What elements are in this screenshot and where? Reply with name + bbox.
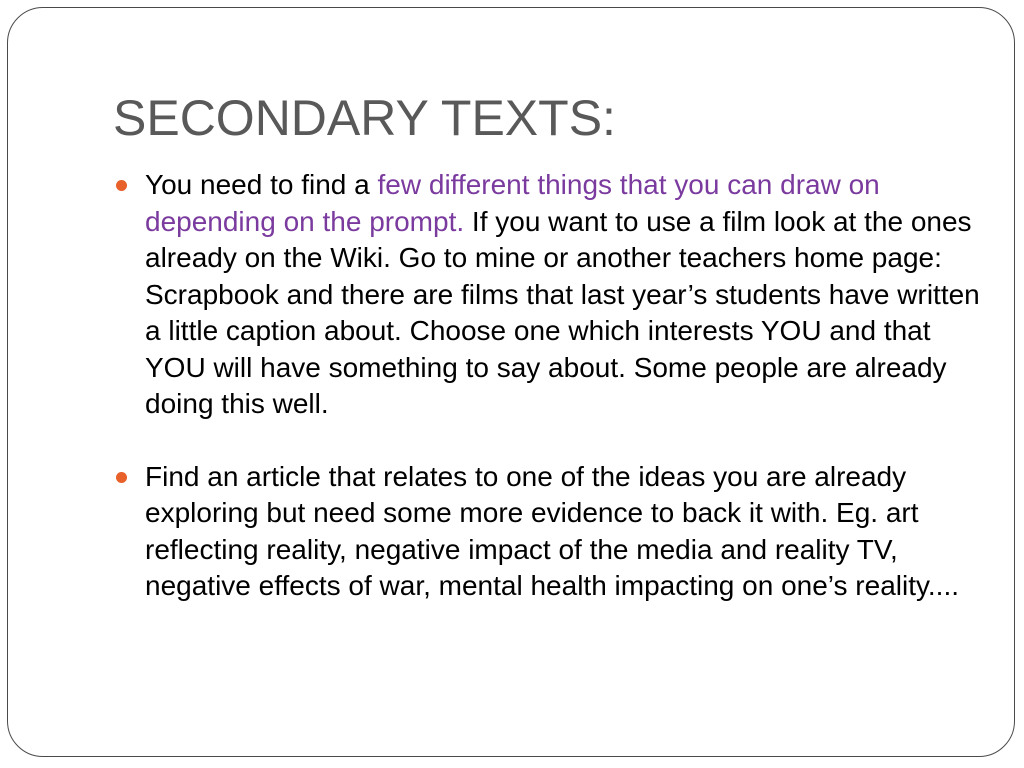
bullet-item-find-article [116, 459, 986, 605]
round-bullet-icon [116, 180, 127, 191]
bullet-text-highlight: few different things that you can draw on depending on the prompt. [145, 169, 880, 237]
slide-title: SECONDARY TEXTS: [113, 90, 616, 146]
round-bullet-icon [116, 472, 127, 483]
bullet-list [116, 167, 986, 605]
bullet-text-rest: If you want to use a film look at the ones already on the Wiki. Go to mine or another teachers home page: Scrapbook and there are films that last year’s students have written a little caption about. Choose one which interests YOU and that YOU will have something to say about. Some people are already doing this well. [145, 205, 980, 419]
bullet-text: Find an article that relates to one of the ideas you are already exploring but need some more evidence to back it with. Eg. art reflecting reality, negative impact of the media and reality TV, negative effects of war, mental health impacting on one’s reality.... [145, 460, 960, 601]
bullet-text-lead: You need to find a [145, 169, 378, 200]
bullet-item-find-sources [116, 167, 986, 423]
